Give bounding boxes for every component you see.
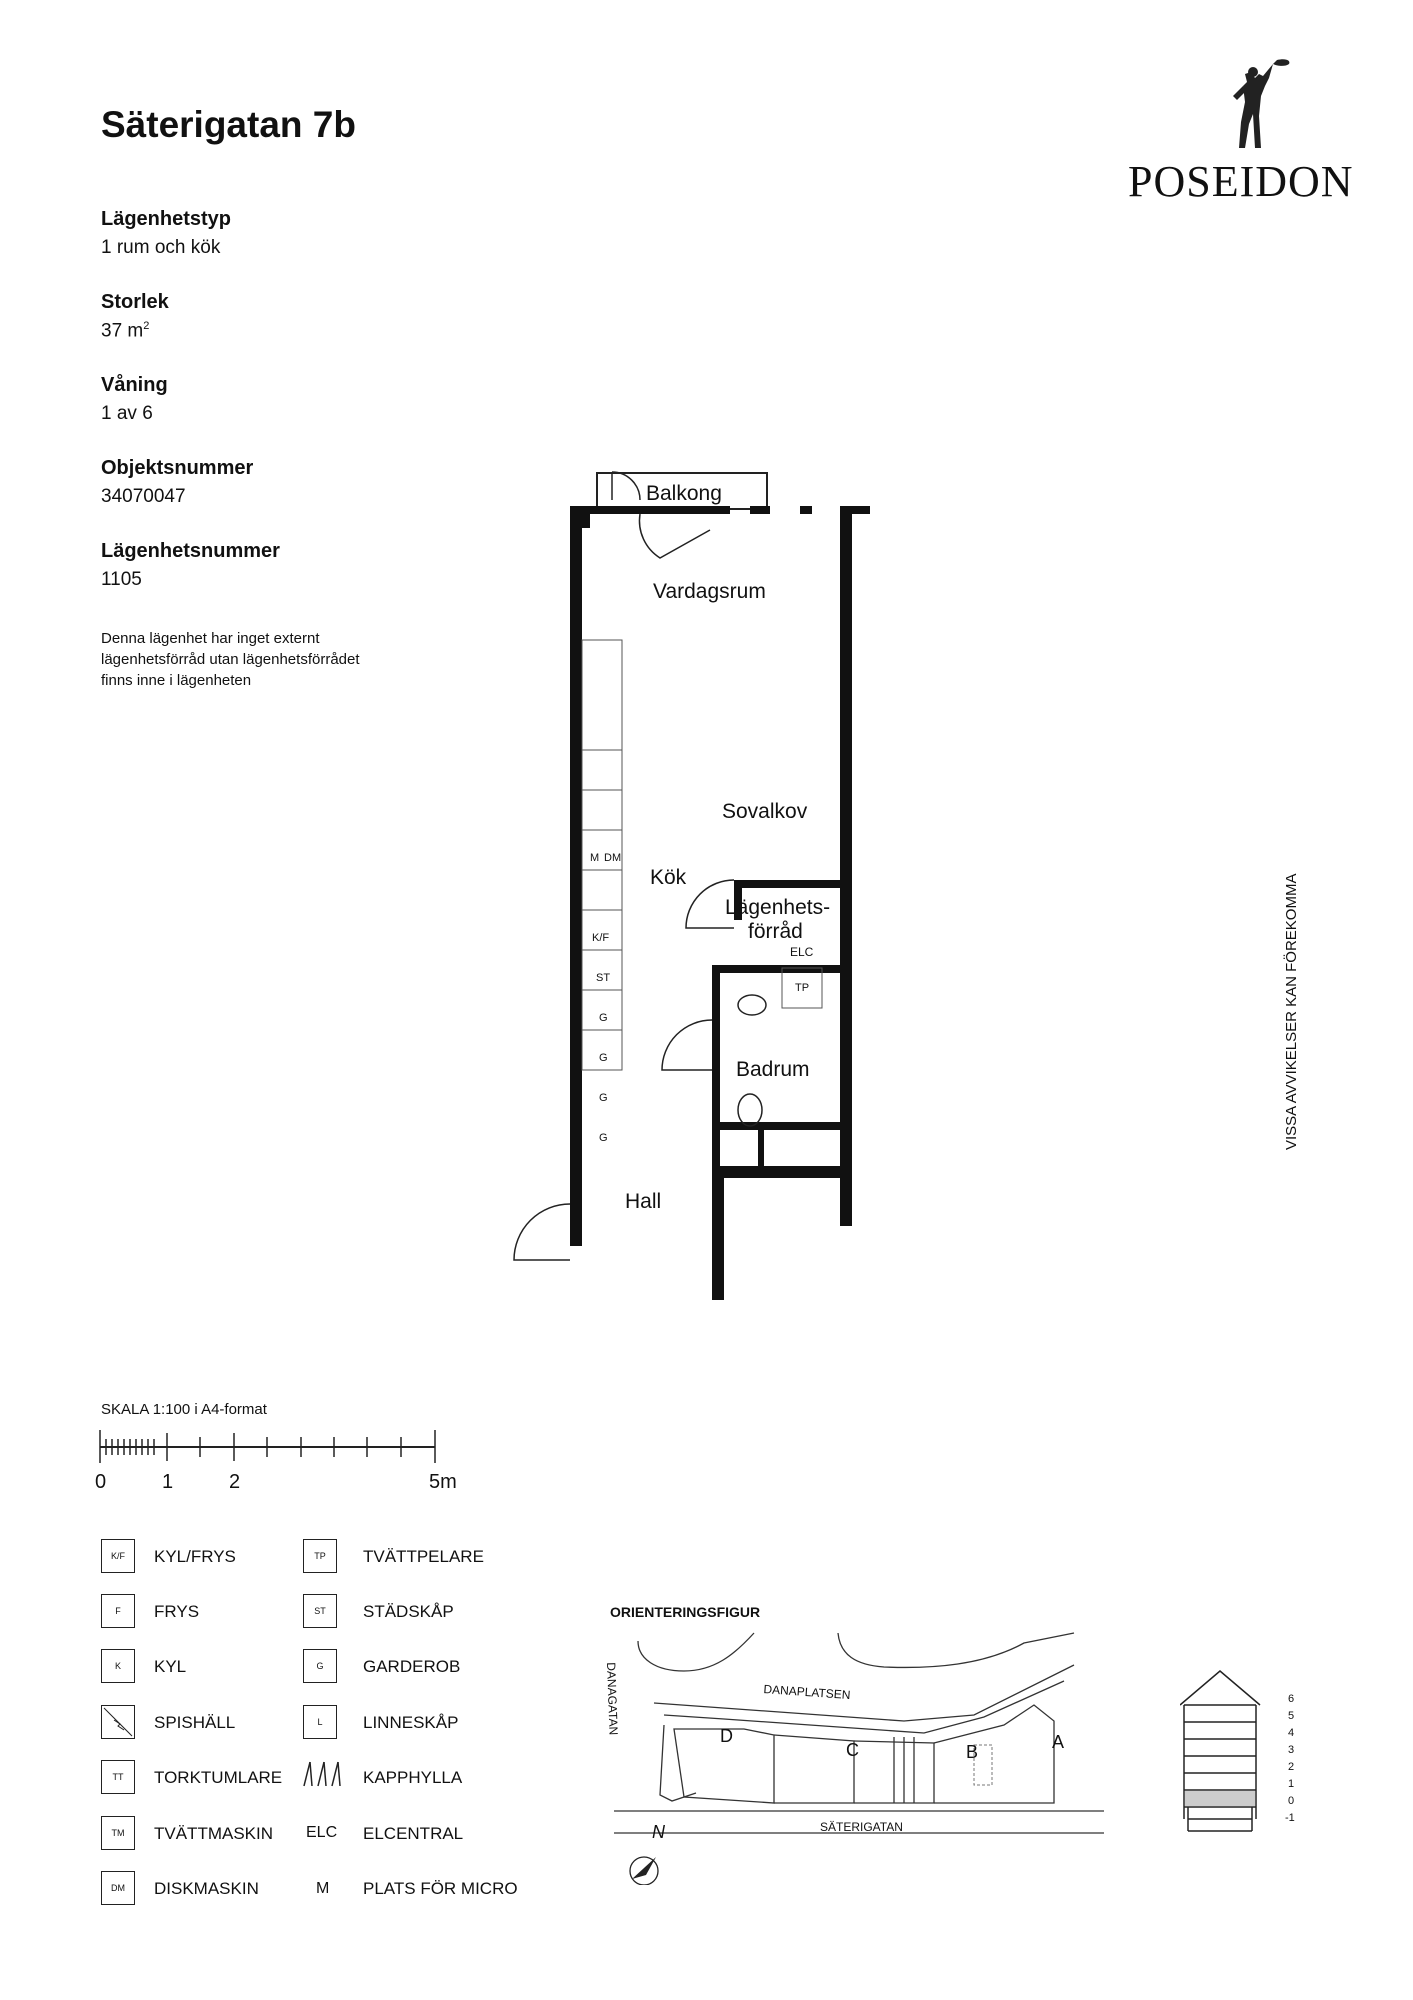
detail-label-object: Objektsnummer <box>101 457 254 479</box>
legend-text-kf: KYL/FRYS <box>154 1547 236 1566</box>
detail-label-apartment: Lägenhetsnummer <box>101 540 280 562</box>
floor-3: 3 <box>1288 1744 1295 1756</box>
scale-label: SKALA 1:100 i A4-format <box>101 1401 267 1418</box>
scale-tick-1: 1 <box>162 1471 174 1493</box>
legend-code-tt: TT <box>101 1760 135 1794</box>
entrance-door <box>514 1204 570 1260</box>
bathroom-door <box>662 1020 712 1070</box>
legend-text-spishall: SPISHÄLL <box>154 1713 236 1732</box>
detail-label-floor: Våning <box>101 374 168 396</box>
room-forrad-line-1: Lägenhets- <box>725 896 831 919</box>
legend-code-m: M <box>316 1880 330 1897</box>
legend-text-l: LINNESKÅP <box>363 1713 459 1732</box>
page-title: Säterigatan 7b <box>101 104 356 145</box>
floor-0: 0 <box>1288 1795 1295 1807</box>
building-a: A <box>1052 1732 1065 1752</box>
scale-bar <box>95 1425 455 1465</box>
wardrobe-label: G <box>599 1092 608 1104</box>
room-sovalkov: Sovalkov <box>722 800 808 823</box>
current-floor-highlight <box>1185 1791 1255 1806</box>
legend-code-dm: DM <box>101 1871 135 1905</box>
legend-code-f: F <box>101 1594 135 1628</box>
note-line: lägenhetsförråd utan lägenhetsförrådet <box>101 651 360 668</box>
storage-note <box>101 628 360 691</box>
detail-label-size: Storlek <box>101 291 169 313</box>
legend-text-elc: ELCENTRAL <box>363 1824 464 1843</box>
living-door <box>639 514 710 558</box>
room-hall: Hall <box>625 1190 662 1213</box>
room-badrum: Badrum <box>736 1058 810 1081</box>
scale-tick-2: 2 <box>229 1471 241 1493</box>
street-danagatan: DANAGATAN <box>604 1662 621 1736</box>
legend-code-k: K <box>101 1649 135 1683</box>
wardrobe-label: G <box>599 1052 608 1064</box>
legend-text-st: STÄDSKÅP <box>363 1602 454 1621</box>
note-line: Denna lägenhet har inget externt <box>101 630 320 647</box>
legend-code-kf: K/F <box>101 1539 135 1573</box>
tp-label: TP <box>795 982 810 994</box>
room-forrad-line-2: förråd <box>748 920 803 943</box>
detail-value-type: 1 rum och kök <box>101 237 221 258</box>
orientation-map <box>604 1625 1124 1885</box>
legend-text-tp: TVÄTTPELARE <box>363 1547 484 1566</box>
cleaning-cabinet-label: ST <box>596 972 611 984</box>
toilet-icon <box>738 1094 762 1126</box>
fridge-label: K/F <box>592 932 610 944</box>
sink-icon <box>738 995 766 1015</box>
legend-text-k: KYL <box>154 1657 187 1676</box>
legend-code-tm: TM <box>101 1816 135 1850</box>
building-d: D <box>720 1726 733 1746</box>
room-balkong: Balkong <box>646 482 722 505</box>
coat-rack-icon <box>300 1756 344 1790</box>
floor-1: 1 <box>1288 1778 1295 1790</box>
detail-value-apartment: 1105 <box>101 569 142 590</box>
legend-text-tt: TORKTUMLARE <box>154 1768 283 1787</box>
wardrobe-label: G <box>599 1132 608 1144</box>
floor-6: 6 <box>1288 1693 1295 1705</box>
dishwasher-label: DM <box>604 852 622 864</box>
balcony-door <box>612 472 640 500</box>
legend-text-m: PLATS FÖR MICRO <box>363 1879 518 1898</box>
legend-text-dm: DISKMASKIN <box>154 1879 259 1898</box>
legend-code-g: G <box>303 1649 337 1683</box>
detail-value-object: 34070047 <box>101 486 186 507</box>
floor-section <box>1180 1665 1280 1845</box>
floor-5: 5 <box>1288 1710 1295 1722</box>
orientation-title: ORIENTERINGSFIGUR <box>610 1604 761 1620</box>
legend-code-st: ST <box>303 1594 337 1628</box>
legend-code-l: L <box>303 1705 337 1739</box>
building-b: B <box>966 1742 979 1762</box>
legend-code-elc: ELC <box>306 1824 338 1841</box>
legend-text-g: GARDEROB <box>363 1657 461 1676</box>
detail-value-floor: 1 av 6 <box>101 403 153 424</box>
building-c: C <box>846 1740 859 1760</box>
legend-text-f: FRYS <box>154 1602 200 1621</box>
detail-label-type: Lägenhetstyp <box>101 208 232 230</box>
elc-label: ELC <box>790 945 814 959</box>
street-danaplatsen: DANAPLATSEN <box>763 1682 851 1703</box>
legend-text-tm: TVÄTTMASKIN <box>154 1824 274 1843</box>
legend-code-tp: TP <box>303 1539 337 1573</box>
north-label: N <box>652 1822 665 1842</box>
room-kok: Kök <box>650 866 687 889</box>
legend-text-kapphylla: KAPPHYLLA <box>363 1768 463 1787</box>
logo-text: POSEIDON <box>1128 157 1354 206</box>
floor-minus-1: -1 <box>1285 1812 1295 1824</box>
floor-2: 2 <box>1288 1761 1295 1773</box>
detail-value-size: 37 $m^2$ <box>101 320 150 342</box>
floor-4: 4 <box>1288 1727 1295 1739</box>
room-vardagsrum: Vardagsrum <box>653 580 766 603</box>
stove-icon <box>101 1705 135 1739</box>
scale-tick-5m: 5m <box>429 1471 457 1493</box>
note-line: finns inne i lägenheten <box>101 672 252 689</box>
wardrobe-label: G <box>599 1012 608 1024</box>
scale-tick-0: 0 <box>95 1471 107 1493</box>
micro-label: M <box>590 852 600 864</box>
poseidon-figure-icon <box>1215 52 1295 152</box>
disclaimer: VISSA AVVIKELSER KAN FÖREKOMMA <box>1283 873 1300 1150</box>
street-saterigatan: SÄTERIGATAN <box>820 1820 903 1834</box>
